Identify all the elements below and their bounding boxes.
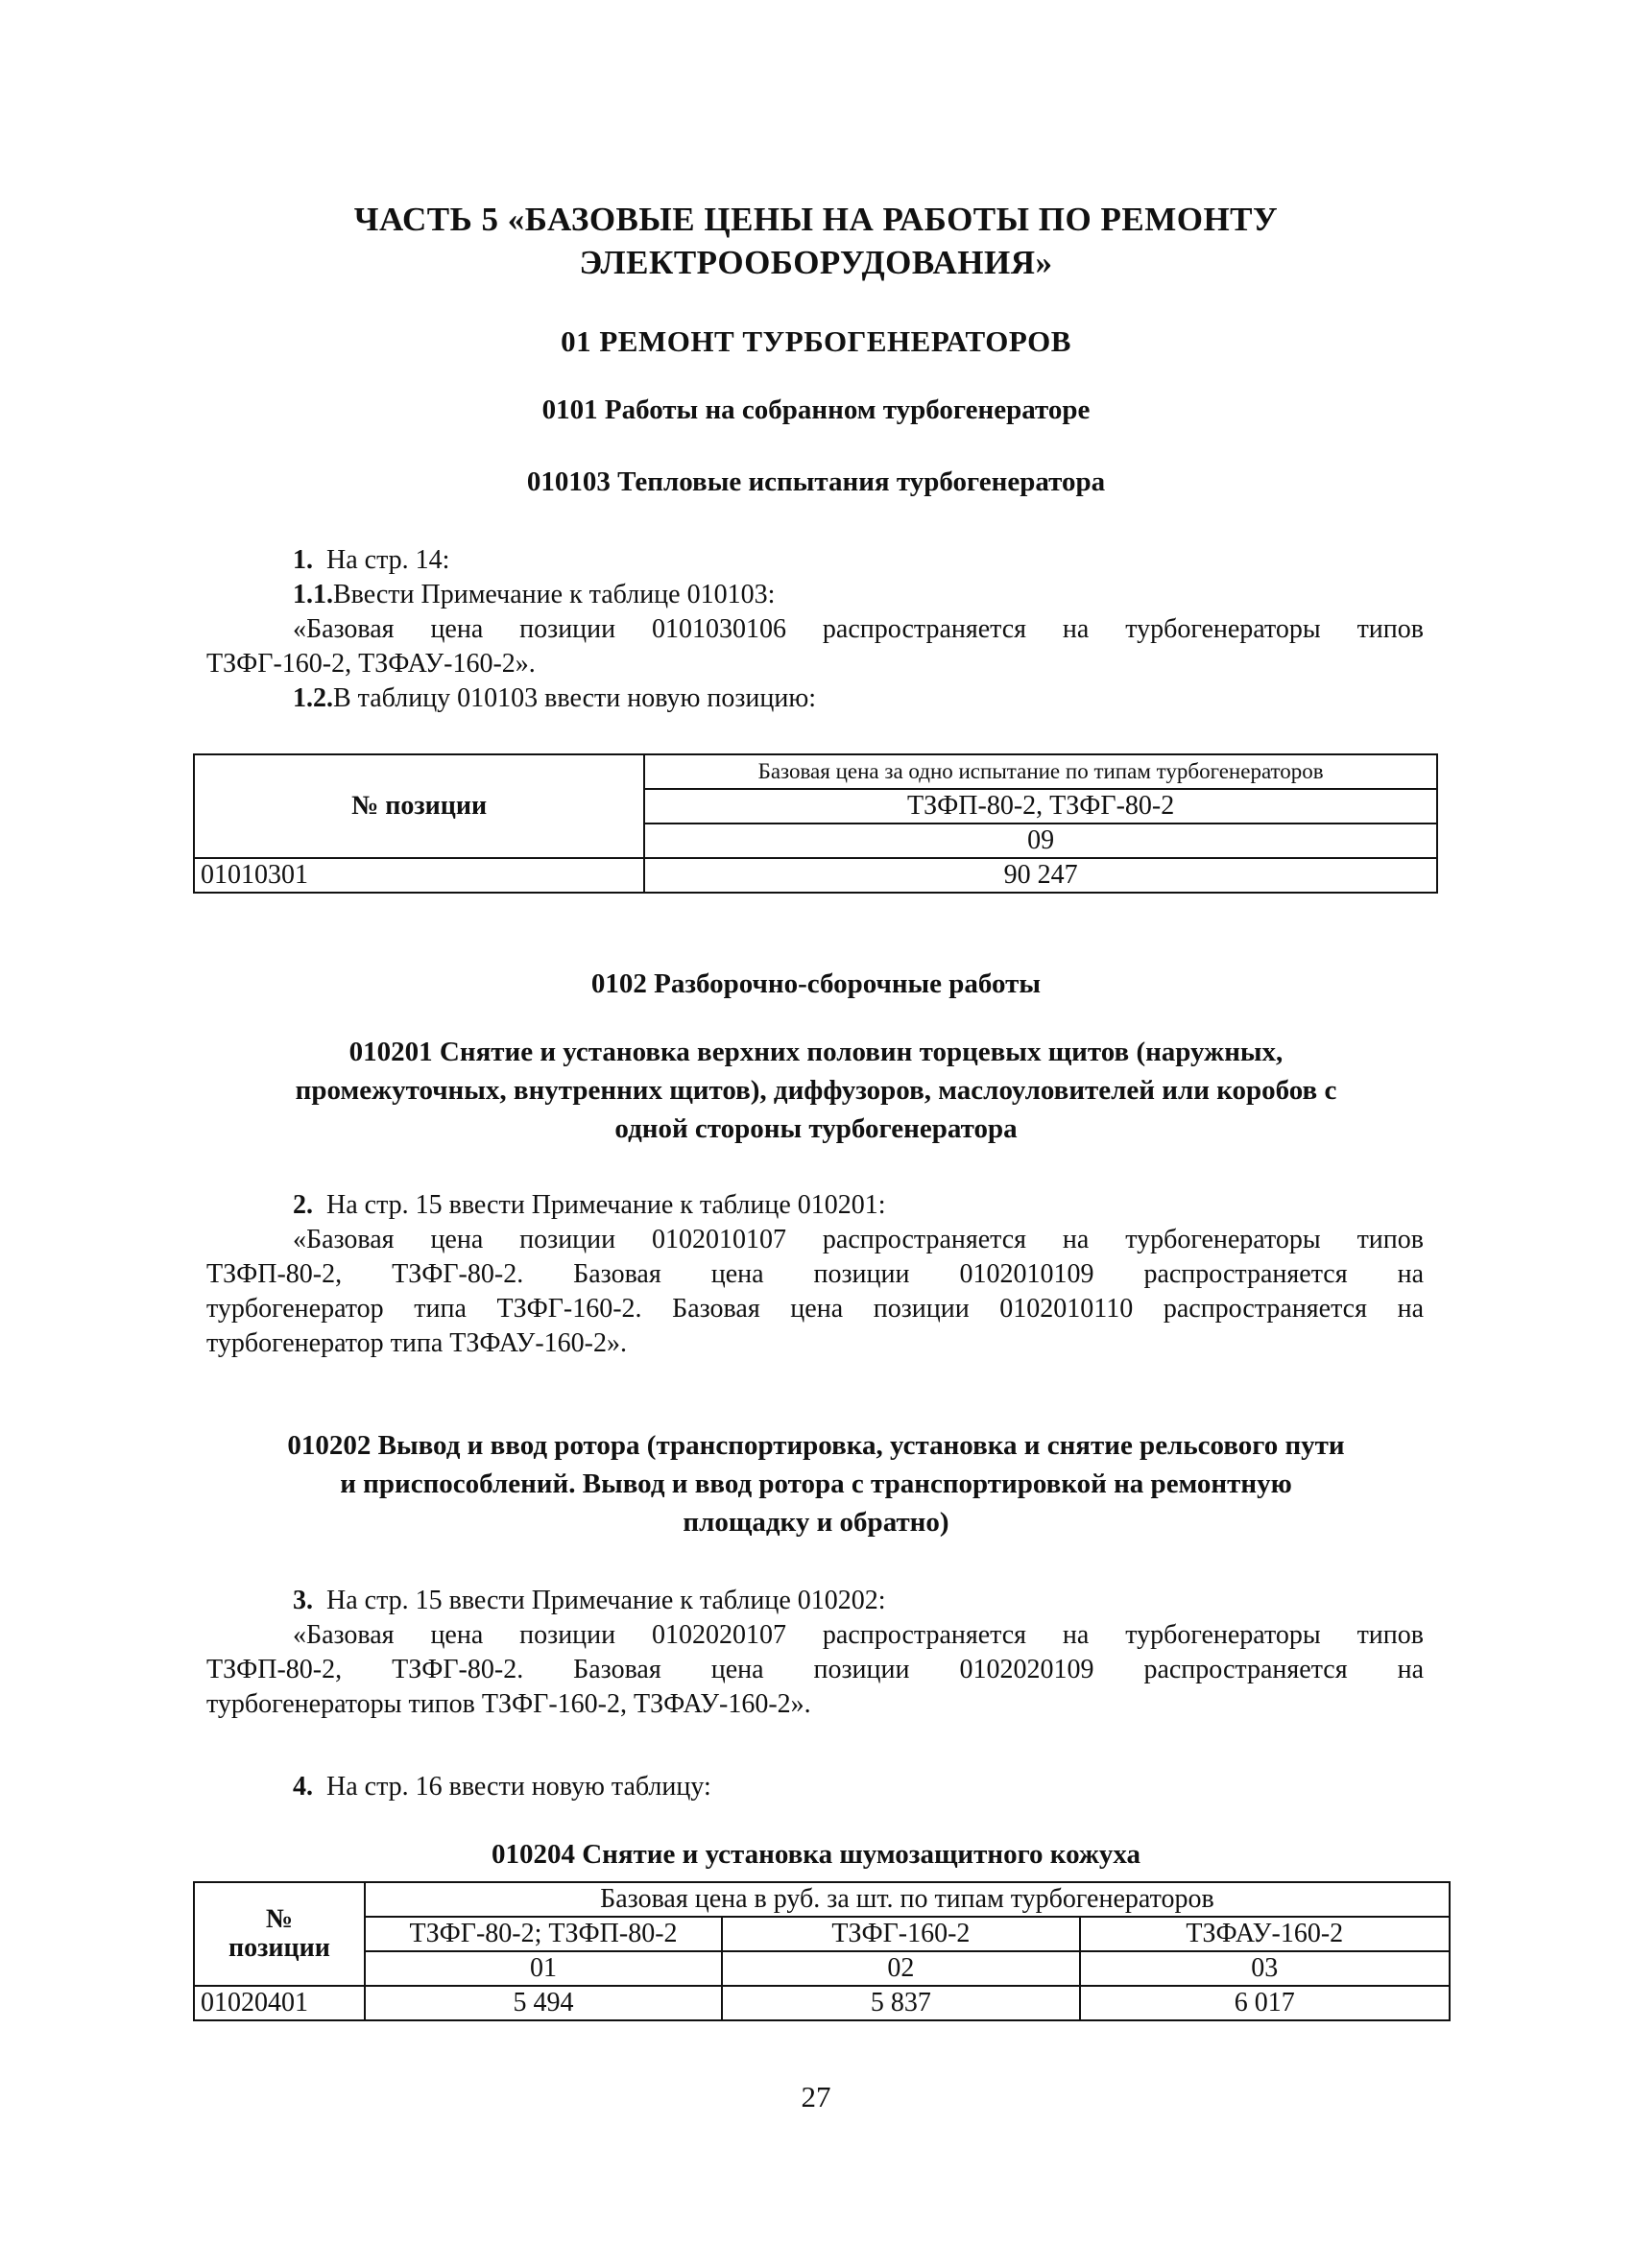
table-1-row-position: 01010301 (194, 858, 644, 893)
table-1-row-value: 90 247 (644, 858, 1437, 893)
table-2-column-code-1: 01 (365, 1951, 722, 1986)
heading-010202 (192, 1426, 1440, 1541)
part-title-line-1: ЧАСТЬ 5 «БАЗОВЫЕ ЦЕНЫ НА РАБОТЫ ПО РЕМОНТУ (353, 201, 1279, 238)
item-1-block (206, 543, 1424, 716)
item-4-block (206, 1770, 1424, 1804)
item-3-block (206, 1584, 1424, 1722)
table-2-type-3: ТЗФАУ-160-2 (1080, 1917, 1450, 1951)
table-1-position-header: № позиции (194, 754, 644, 858)
item-1-2-line (206, 681, 1424, 716)
item-4-number: 4. (293, 1772, 313, 1802)
part-title (0, 198, 1632, 284)
subsection-title-0101: 0101 Работы на собранном турбогенераторе (541, 394, 1091, 425)
table-010204-title: 010204 Снятие и установка шумозащитного кожуха (491, 1839, 1141, 1870)
item-4-line (206, 1770, 1424, 1804)
item-3-quote-line-1: «Базовая цена позиции 0102020107 распространяется на турбогенераторы типов (293, 1620, 1424, 1650)
item-2-line (206, 1188, 1424, 1223)
heading-010201-line-1: 010201 Снятие и установка верхних половин торцевых щитов (наружных, (348, 1037, 1284, 1067)
item-2-quote-line-2: ТЗФП-80-2, ТЗФГ-80-2. Базовая цена позиции 0102010109 распространяется на (206, 1259, 1424, 1289)
item-1-2-number: 1.2. (293, 683, 333, 713)
table-2-column-code-2: 02 (722, 1951, 1079, 1986)
table-2-row-position: 01020401 (194, 1986, 365, 2020)
item-1-number: 1. (293, 545, 313, 575)
heading-010201-line-3: одной стороны турбогенератора (614, 1113, 1018, 1144)
item-3-quote-line-2: ТЗФП-80-2, ТЗФГ-80-2. Базовая цена позиции 0102020109 распространяется на (206, 1655, 1424, 1684)
item-1-1-number: 1.1. (293, 580, 333, 609)
table-row (194, 1986, 1450, 2020)
item-3-quote-line-3: турбогенераторы типов ТЗФГ-160-2, ТЗФАУ-160-2». (206, 1689, 811, 1719)
table-010103 (193, 753, 1438, 894)
table-1-column-code: 09 (644, 824, 1437, 858)
item-1-text: На стр. 14: (326, 545, 450, 575)
item-1-quote-line-2: ТЗФГ-160-2, ТЗФАУ-160-2». (206, 649, 536, 679)
table-2-position-header-line-2: позиции (228, 1933, 330, 1963)
page-number: 27 (801, 2080, 831, 2113)
item-3-line (206, 1584, 1424, 1618)
item-3-number: 3. (293, 1586, 313, 1615)
item-3-text: На стр. 15 ввести Примечание к таблице 010202: (326, 1586, 886, 1615)
table-2-position-header-line-1: № (265, 1904, 293, 1934)
table-2-row-value-1: 5 494 (365, 1986, 722, 2020)
item-1-2-text: В таблицу 010103 ввести новую позицию: (333, 683, 817, 713)
item-2-number: 2. (293, 1190, 313, 1220)
item-4-text: На стр. 16 ввести новую таблицу: (326, 1772, 711, 1802)
heading-010201-line-2: промежуточных, внутренних щитов), диффузоров, маслоуловителей или коробов с (295, 1075, 1337, 1106)
heading-010201 (192, 1033, 1440, 1148)
table-2-price-header: Базовая цена в руб. за шт. по типам турбогенераторов (365, 1882, 1450, 1917)
item-2-quote-line-4: турбогенератор типа ТЗФАУ-160-2». (206, 1328, 627, 1358)
item-1-line (206, 543, 1424, 578)
table-1-type: ТЗФП-80-2, ТЗФГ-80-2 (644, 789, 1437, 824)
item-1-1-line (206, 578, 1424, 612)
heading-010202-line-3: площадку и обратно) (683, 1507, 949, 1538)
item-2-text: На стр. 15 ввести Примечание к таблице 010201: (326, 1190, 886, 1220)
table-1-price-header: Базовая цена за одно испытание по типам турбогенераторов (644, 754, 1437, 789)
heading-010202-line-2: и приспособлений. Вывод и ввод ротора с транспортировкой на ремонтную (340, 1468, 1292, 1499)
subsection-title-0102: 0102 Разборочно-сборочные работы (590, 968, 1042, 999)
item-1-quote-line-1: «Базовая цена позиции 0101030106 распространяется на турбогенераторы типов (293, 614, 1424, 644)
item-2-quote-line-1: «Базовая цена позиции 0102010107 распространяется на турбогенераторы типов (293, 1225, 1424, 1254)
table-2-row-value-3: 6 017 (1080, 1986, 1450, 2020)
part-title-line-2: ЭЛЕКТРООБОРУДОВАНИЯ» (579, 244, 1053, 281)
table-010103-title: 010103 Тепловые испытания турбогенератора (526, 466, 1106, 497)
table-2-row-value-2: 5 837 (722, 1986, 1079, 2020)
table-2-type-2: ТЗФГ-160-2 (722, 1917, 1079, 1951)
item-2-block (206, 1188, 1424, 1361)
table-2-type-1: ТЗФГ-80-2; ТЗФП-80-2 (365, 1917, 722, 1951)
section-title: 01 РЕМОНТ ТУРБОГЕНЕРАТОРОВ (561, 324, 1071, 358)
item-1-1-text: Ввести Примечание к таблице 010103: (333, 580, 776, 609)
table-2-position-header (194, 1882, 365, 1986)
table-row (194, 858, 1437, 893)
heading-010202-line-1: 010202 Вывод и ввод ротора (транспортировка, установка и снятие рельсового пути (287, 1430, 1345, 1461)
item-2-quote-line-3: турбогенератор типа ТЗФГ-160-2. Базовая цена позиции 0102010110 распространяется на (206, 1294, 1424, 1324)
table-010204 (193, 1881, 1451, 2021)
table-2-column-code-3: 03 (1080, 1951, 1450, 1986)
